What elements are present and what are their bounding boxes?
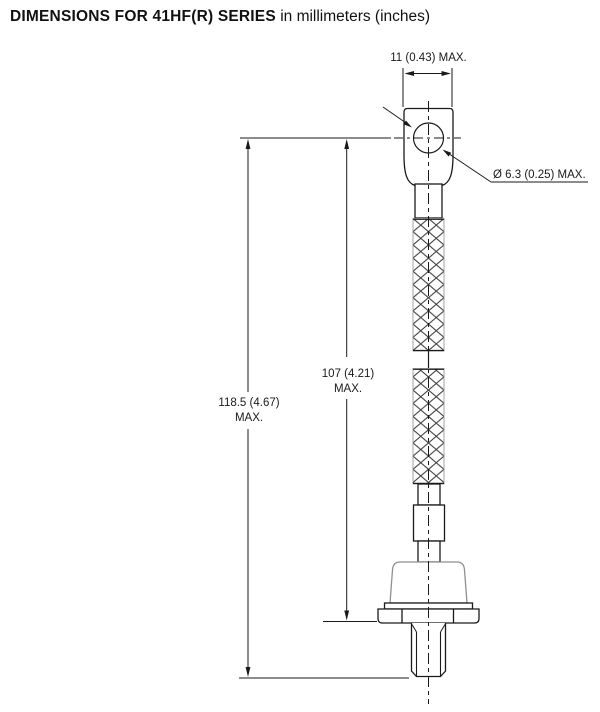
page-title-series: DIMENSIONS FOR 41HF(R) SERIES: [10, 8, 276, 25]
label-overall-length-max: MAX.: [234, 412, 264, 424]
dimension-labels: [218, 52, 585, 424]
label-seating-plane-max: MAX.: [333, 383, 363, 395]
page-title-units: in millimeters (inches): [275, 8, 431, 25]
label-hole-diameter: Ø 6.3 (0.25) MAX.: [493, 169, 586, 181]
page-title: [10, 8, 430, 26]
label-seating-plane-value: 107 (4.21): [321, 368, 375, 380]
label-overall-length-value: 118.5 (4.67): [218, 397, 280, 409]
label-terminal-width: 11 (0.43) MAX.: [390, 52, 467, 64]
dim-terminal-width-line: [405, 71, 452, 76]
